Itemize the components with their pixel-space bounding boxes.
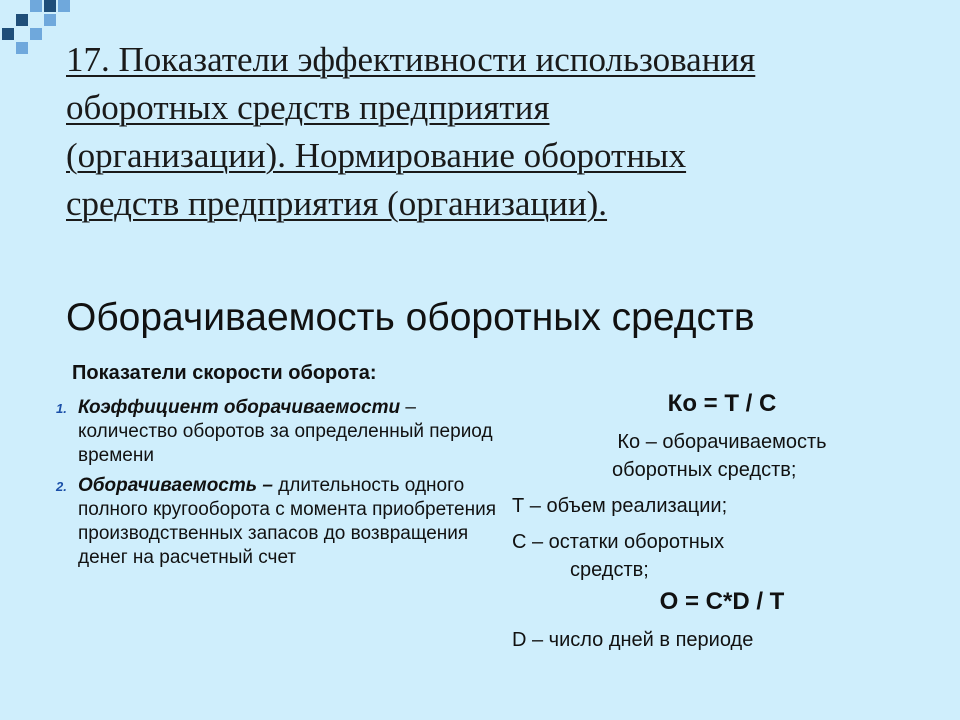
title-line-1: 17. Показатели эффективности использования [66, 40, 756, 79]
def-c-line2: средств; [570, 559, 649, 581]
indicators-list [56, 396, 496, 576]
list-number: 1. [56, 401, 67, 416]
list-term: Оборачиваемость – [78, 475, 273, 496]
list-text: – количество оборотов за определенный период времени [78, 397, 493, 466]
title-line-4: средств предприятия (организации). [66, 184, 608, 223]
list-item [56, 396, 496, 468]
title-line-3: (организации). Нормирование оборотных [66, 136, 687, 175]
formulas-panel [512, 390, 932, 654]
slide-title [66, 36, 926, 228]
list-number: 2. [56, 479, 67, 494]
list-item [56, 474, 496, 570]
def-d: D – число дней в периоде [512, 629, 754, 651]
list-text: длительность одного полного кругооборота с момента приобретения производственных запасов до возвращения денег на расчетный счет [78, 475, 496, 568]
def-ko-line2: оборотных средств; [612, 459, 797, 481]
title-line-2: оборотных средств предприятия [66, 88, 550, 127]
def-t: Т – объем реализации; [512, 495, 728, 517]
indicators-heading: Показатели скорости оборота: [72, 362, 377, 384]
formula-turnover-ratio: Ко = Т / С [667, 390, 777, 417]
section-subtitle: Оборачиваемость оборотных средств [66, 296, 755, 339]
def-c-line1: С – остатки оборотных [512, 531, 725, 553]
formula-turnover-days: О = С*D / Т [659, 588, 785, 615]
list-term: Коэффициент оборачиваемости [78, 397, 401, 418]
def-ko-line1: Ко – оборачиваемость [617, 431, 827, 453]
